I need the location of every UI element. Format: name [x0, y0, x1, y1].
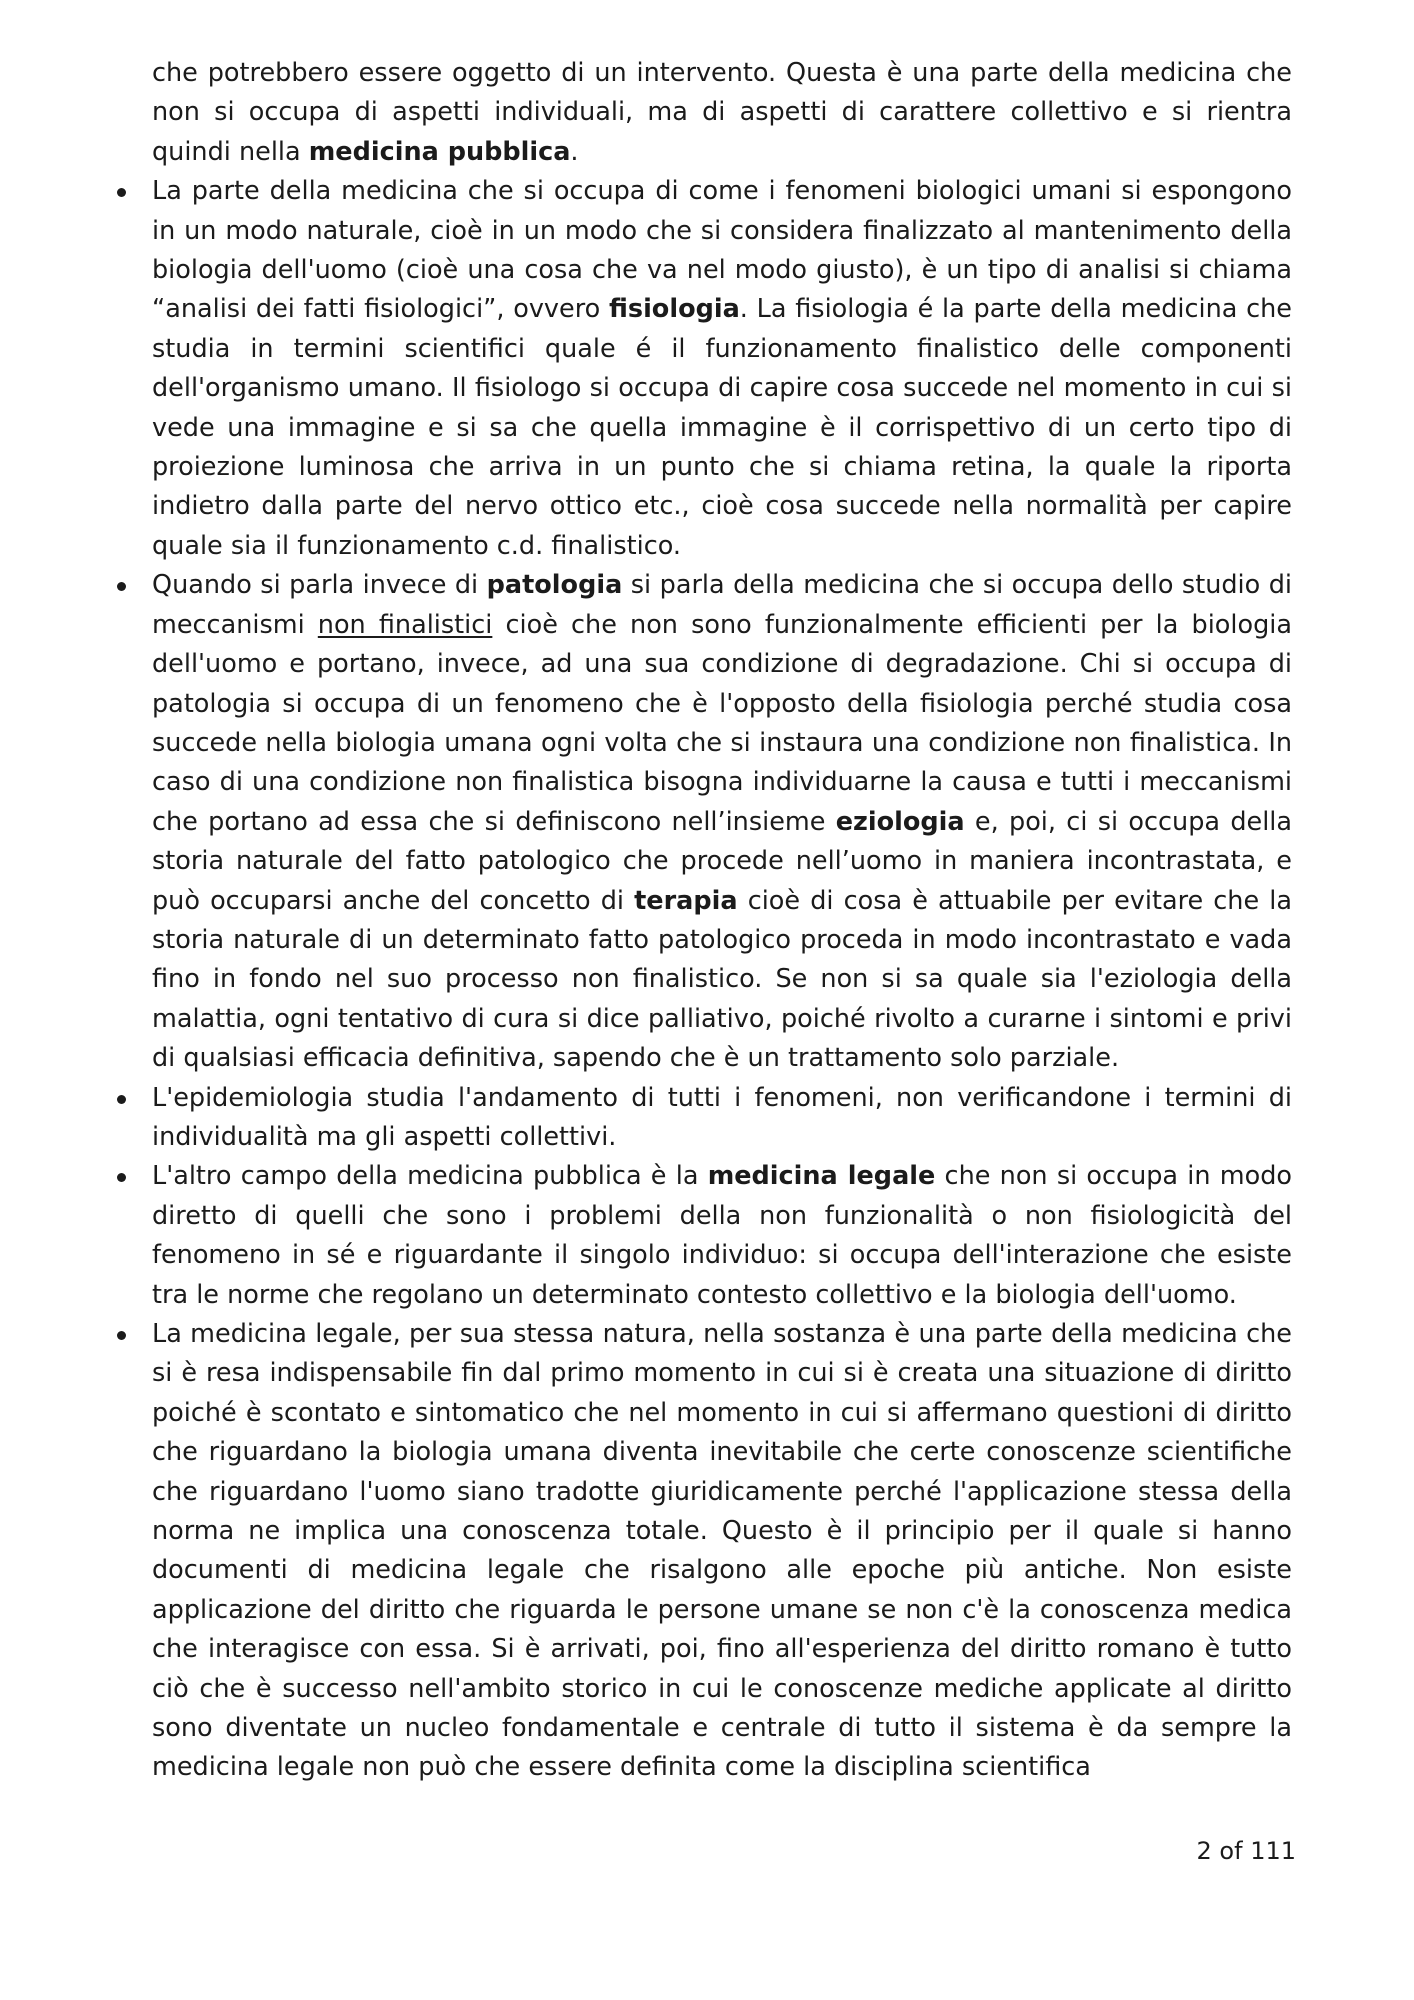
- bullet-item-medicina-legale-natura: [152, 1315, 1292, 1788]
- bullet-icon: [117, 188, 126, 197]
- bullet-icon: [117, 582, 126, 591]
- continuation-paragraph: [152, 54, 1292, 172]
- text-run: Quando si parla invece di: [152, 570, 487, 601]
- text-run: e, poi, ci si occupa della storia naturale del fatto patologico che procede nell’uomo in maniera incontrastata, e può occuparsi anche del concetto di: [152, 806, 1292, 916]
- underlined-term: non finalistici: [317, 609, 493, 640]
- text-run: si parla della medicina che si occupa dello studio di meccanismi: [152, 570, 1292, 640]
- bold-term: patologia: [486, 570, 623, 601]
- bullet-item-medicina-legale: [152, 1157, 1292, 1315]
- bullet-icon: [117, 1173, 126, 1182]
- bullet-item-patologia: [152, 566, 1292, 1078]
- bullet-item-epidemiologia: [152, 1079, 1292, 1158]
- text-run: La parte della medicina che si occupa di come i fenomeni biologici umani si espongono in un modo naturale, cioè in un modo che si considera finalizzato al mantenimento della biologia dell'uomo (cioè una cosa che va nel modo giusto), è un tipo di analisi si chiama “analisi dei fatti fisiologici”, ovvero: [152, 176, 1292, 325]
- text-run: cioè di cosa è attuabile per evitare che la storia naturale di un determinato fatto patologico proceda in modo incontrastato e vada fino in fondo nel suo processo non finalistico. Se non si sa quale sia l'eziologia della malattia, ogni tentativo di cura si dice palliativo, poiché rivolto a curarne i sintomi e privi di qualsiasi efficacia definitiva, sapendo che è un trattamento solo parziale.: [152, 885, 1292, 1074]
- text-run: .: [570, 136, 579, 167]
- text-run: cioè che non sono funzionalmente efficienti per la biologia dell'uomo e portano, invece, ad una sua condizione di degradazione. Chi si occupa di patologia si occupa di un fenomeno che è l'opposto della fisiologia perché studia cosa succede nella biologia umana ogni volta che si instaura una condizione non finalistica. In caso di una condizione non finalistica bisogna individuarne la causa e tutti i meccanismi che portano ad essa che si definiscono nell’insieme: [152, 609, 1292, 837]
- bullet-icon: [117, 1331, 126, 1340]
- text-run: che potrebbero essere oggetto di un intervento. Questa è una parte della medicina che non si occupa di aspetti individuali, ma di aspetti di carattere collettivo e si rientra quindi nella: [152, 58, 1292, 167]
- bullet-item-fisiologia: [152, 172, 1292, 566]
- page-number: 2 of 111: [1196, 1837, 1296, 1865]
- bold-term: medicina legale: [707, 1161, 936, 1192]
- text-run: L'epidemiologia studia l'andamento di tutti i fenomeni, non verificandone i termini di individualità ma gli aspetti collettivi.: [152, 1082, 1292, 1152]
- bold-term: terapia: [634, 885, 738, 916]
- text-run: che non si occupa in modo diretto di quelli che sono i problemi della non funzionalità o non fisiologicità del fenomeno in sé e riguardante il singolo individuo: si occupa dell'interazione che esiste tra le norme che regolano un determinato contesto collettivo e la biologia dell'uomo.: [152, 1161, 1292, 1310]
- bullet-icon: [117, 1095, 126, 1104]
- bold-term: eziologia: [835, 806, 965, 837]
- text-run: . La fisiologia é la parte della medicina che studia in termini scientifici quale é il funzionamento finalistico delle componenti dell'organismo umano. Il fisiologo si occupa di capire cosa succede nel momento in cui si vede una immagine e si sa che quella immagine è il corrispettivo di un certo tipo di proiezione luminosa che arriva in un punto che si chiama retina, la quale la riporta indietro dalla parte del nervo ottico etc., cioè cosa succede nella normalità per capire quale sia il funzionamento c.d. finalistico.: [152, 294, 1292, 561]
- document-page: [152, 54, 1292, 1788]
- bold-term: fisiologia: [608, 294, 740, 325]
- bold-term: medicina pubblica: [308, 136, 571, 167]
- text-run: L'altro campo della medicina pubblica è la: [152, 1161, 708, 1192]
- text-run: La medicina legale, per sua stessa natura, nella sostanza è una parte della medicina che si è resa indispensabile fin dal primo momento in cui si è creata una situazione di diritto poiché è scontato e sintomatico che nel momento in cui si affermano questioni di diritto che riguardano la biologia umana diventa inevitabile che certe conoscenze scientifiche che riguardano l'uomo siano tradotte giuridicamente perché l'applicazione stessa della norma ne implica una conoscenza totale. Questo è il principio per il quale si hanno documenti di medicina legale che risalgono alle epoche più antiche. Non esiste applicazione del diritto che riguarda le persone umane se non c'è la conoscenza medica che interagisce con essa. Si è arrivati, poi, fino all'esperienza del diritto romano è tutto ciò che è successo nell'ambito storico in cui le conoscenze mediche applicate al diritto sono diventate un nucleo fondamentale e centrale di tutto il sistema è da sempre la medicina legale non può che essere definita come la disciplina scientifica: [152, 1319, 1292, 1783]
